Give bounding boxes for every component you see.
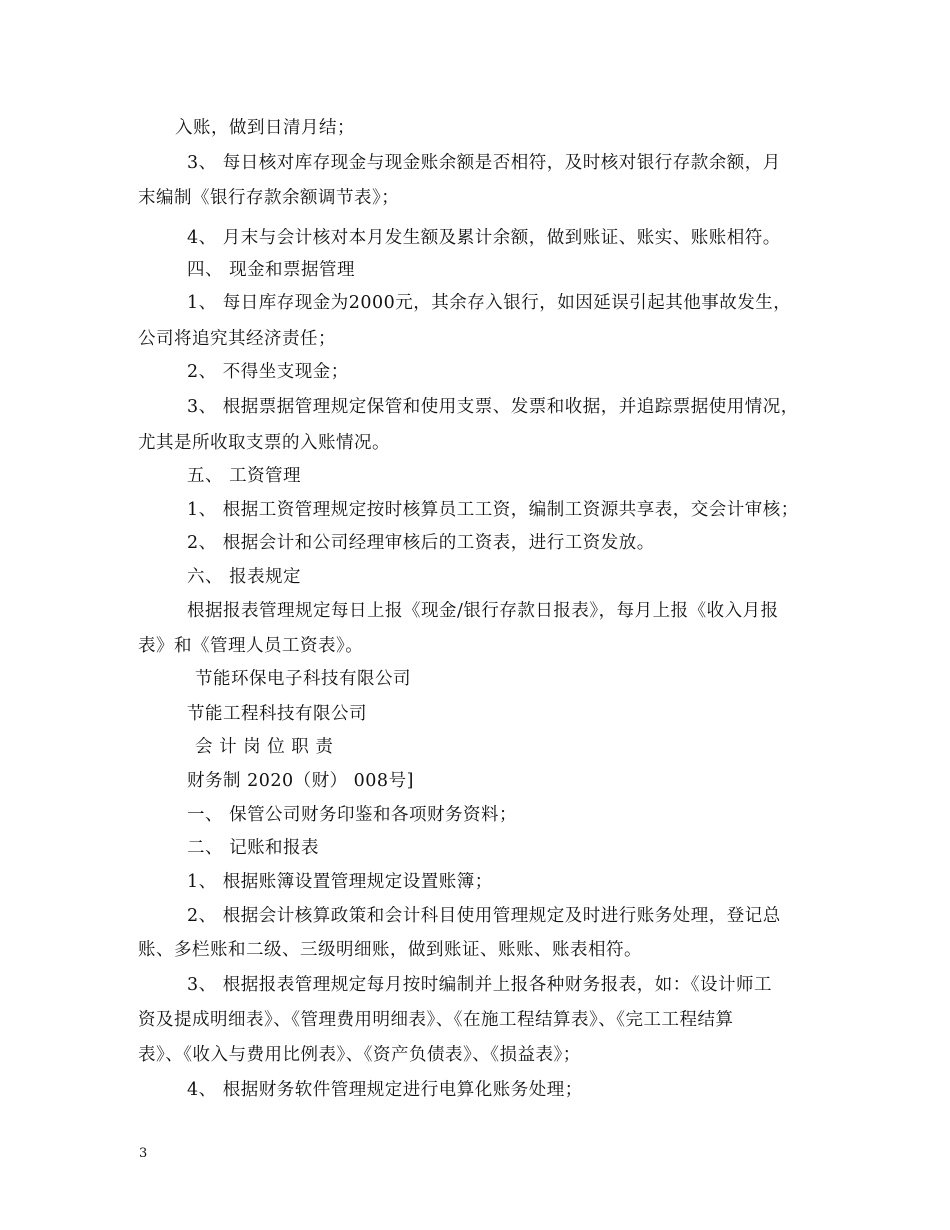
text-line: 表》和《管理人员工资表》。: [138, 636, 364, 656]
section-heading: 四、 现金和票据管理: [187, 260, 356, 280]
text-line: 根据报表管理规定每日上报《现金/银行存款日报表》，每月上报《收入月报: [187, 601, 779, 621]
text-line: 1、 根据账簿设置管理规定设置账簿；: [187, 872, 493, 892]
text-line: 1、 每日库存现金为2000元，其余存入银行，如因延误引起其他事故发生，: [187, 293, 792, 313]
text-line: 末编制《银行存款余额调节表》；: [138, 188, 400, 208]
text-line: 1、 根据工资管理规定按时核算员工工资，编制工资源共享表，交会计审核；: [187, 500, 799, 520]
text-line: 表》、《收入与费用比例表》、《资产负债表》、《损益表》；: [138, 1045, 581, 1065]
text-line: 尤其是所收取支票的入账情况。: [138, 433, 390, 453]
page-number: 3: [139, 1146, 148, 1161]
document-number: 财务制 2020（财） 008号]: [187, 771, 414, 791]
text-line: 3、 根据票据管理规定保管和使用支票、发票和收据，并追踪票据使用情况，: [187, 397, 799, 417]
company-name: 节能工程科技有限公司: [187, 704, 367, 724]
text-line: 账、多栏账和二级、三级明细账，做到账证、账账、账表相符。: [138, 940, 642, 960]
section-heading: 二、 记账和报表: [187, 838, 320, 858]
text-line: 4、 月末与会计核对本月发生额及累计余额，做到账证、账实、账账相符。: [187, 228, 781, 248]
text-line: 资及提成明细表》、《管理费用明细表》、《在施工程结算表》、《完工工程结算: [138, 1010, 734, 1030]
company-name: 节能环保电子科技有限公司: [195, 669, 411, 689]
text-line: 2、 不得坐支现金；: [187, 362, 349, 382]
text-line: 3、 每日核对库存现金与现金账余额是否相符，及时核对银行存款余额，月: [187, 153, 781, 173]
text-line: 2、 根据会计核算政策和会计科目使用管理规定及时进行账务处理，登记总: [187, 906, 781, 926]
text-line: 3、 根据报表管理规定每月按时编制并上报各种财务报表，如：《设计师工: [187, 975, 772, 995]
section-heading: 五、 工资管理: [187, 466, 302, 486]
text-line: 公司将追究其经济责任；: [138, 329, 336, 349]
text-line: 4、 根据财务软件管理规定进行电算化账务处理；: [187, 1080, 583, 1100]
section-heading: 六、 报表规定: [187, 567, 302, 587]
text-line: 入账，做到日清月结；: [175, 118, 355, 138]
document-title: 会 计 岗 位 职 责: [195, 737, 334, 757]
text-line: 一、 保管公司财务印鉴和各项财务资料；: [187, 805, 518, 825]
text-line: 2、 根据会计和公司经理审核后的工资表，进行工资发放。: [187, 533, 655, 553]
